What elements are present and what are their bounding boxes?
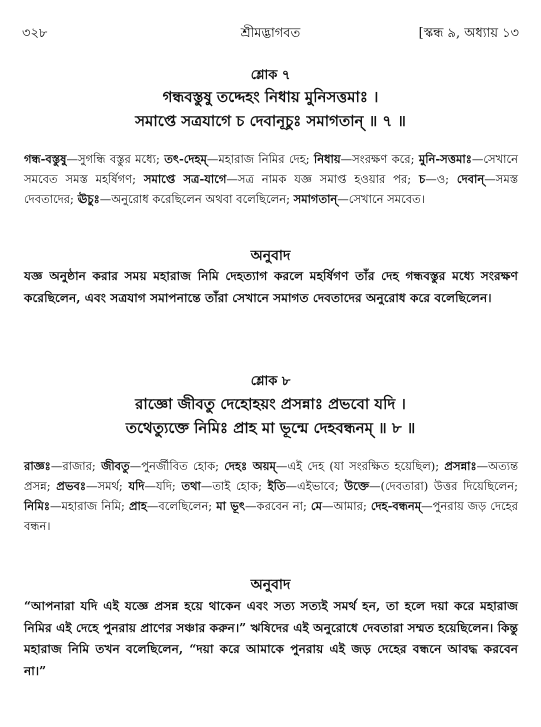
synonym-meaning: —অনুরোধ করেছিলেন অথবা বলেছিলেন;	[99, 192, 294, 206]
synonym-meaning: —অত্যন্ত প্রসন্ন;	[24, 459, 518, 493]
synonym-term: দেহঃ অয়ম্	[224, 459, 276, 473]
synonym-term: গন্ধ-বস্তুষু	[24, 152, 67, 166]
synonym-meaning: —আমার;	[321, 499, 371, 513]
verse-8-line-1: রাজ্ঞো জীবতু দেহোহয়ং প্রসন্নাঃ প্রভবো যদি ।	[135, 395, 406, 413]
synonym-term: তৎ-দেহম্	[164, 152, 207, 166]
synonym-meaning: —ও;	[425, 172, 457, 186]
synonym-meaning: —সেখানে সমবেত সমস্ত মহর্ষিগণ;	[24, 152, 518, 186]
synonym-term: প্রসন্নাঃ	[444, 459, 477, 473]
synonym-term: সমাপ্তে সত্র-যাগে	[143, 172, 227, 186]
synonym-term: রাজ্ঞঃ	[24, 459, 51, 473]
synonym-meaning: —মহারাজ নিমি;	[49, 499, 129, 513]
verse-7-synonyms	[24, 149, 518, 231]
synonym-meaning: —(দেবতারা) উত্তর দিয়েছিলেন;	[369, 479, 518, 493]
synonym-meaning: —সেখানে সমবেত।	[337, 192, 425, 206]
synonym-meaning: —রাজার;	[50, 459, 102, 473]
book-title: শ্রীমদ্ভাগবত	[240, 26, 301, 41]
synonym-meaning: —সংরক্ষণ করে;	[340, 152, 419, 166]
synonym-meaning: —পুনরায় জড় দেহের বন্ধন।	[24, 499, 518, 533]
synonym-term: প্রভবঃ	[56, 479, 86, 493]
verse-7-translation-heading: অনুবাদ	[250, 248, 291, 264]
synonym-term: জীবতু	[101, 459, 130, 473]
synonym-meaning: —যদি;	[144, 479, 182, 493]
verse-7-line-2: সমাপ্তে সত্রযাগে চ দেবানূচুঃ সমাগতান্ ॥ ৭ ॥	[135, 112, 406, 130]
verse-8-line-2: তথেত্যুক্তে নিমিঃ প্রাহ মা ভূন্মে দেহবন্ধনম্ ॥ ৮ ॥	[125, 419, 416, 437]
synonym-meaning: —এই দেহ (যা সংরক্ষিত হয়েছিল);	[275, 459, 445, 473]
synonym-term: নিমিঃ	[24, 499, 50, 513]
synonym-meaning: —সত্র নামক যজ্ঞ সমাপ্ত হওয়ার পর;	[226, 172, 419, 186]
verse-7-translation: যজ্ঞ অনুষ্ঠান করার সময় মহারাজ নিমি দেহত্যাগ করলে মহর্ষিগণ তাঁর দেহ গন্ধবস্তুর মধ্যে সংরক্ষণ করেছিলেন, এবং সত্রযাগ সমাপনান্তে তাঁরা সেখানে সমাগত দেবতাদের অনুরোধ করে বলেছিলেন।	[24, 269, 518, 305]
synonym-term: দেবান্	[456, 172, 485, 186]
synonym-meaning: —বলেছিলেন;	[146, 499, 217, 513]
synonym-term: চ	[419, 172, 426, 186]
page-number: ৩২৮	[22, 26, 48, 41]
synonym-meaning: —তাই হোক;	[200, 479, 268, 493]
verse-8-synonyms	[24, 456, 518, 560]
canto-chapter: [স্কন্ধ ৯, অধ্যায় ১৩	[418, 26, 519, 41]
verse-8-translation-heading: অনুবাদ	[250, 577, 291, 593]
page-header	[22, 24, 519, 42]
synonym-term: ঊচুঃ	[77, 192, 100, 206]
synonym-term: নিধায়	[313, 152, 341, 166]
synonym-term: সমাগতান্	[293, 192, 338, 206]
synonym-meaning: —সমস্ত দেবতাদের;	[24, 172, 518, 206]
verse-7-label: শ্লোক ৭	[250, 68, 291, 83]
synonym-meaning: —সুগন্ধি বস্তুর মধ্যে;	[66, 152, 165, 166]
synonym-term: মুনি-সত্তমাঃ	[418, 152, 472, 166]
synonym-term: দেহ-বন্ধনম্	[370, 499, 422, 513]
synonym-term: যদি	[128, 479, 145, 493]
synonym-term: ইতি	[267, 479, 286, 493]
synonym-term: উক্তে	[344, 479, 370, 493]
synonym-term: প্রাহ	[128, 499, 147, 513]
synonym-meaning: —মহারাজ নিমির দেহ;	[206, 152, 314, 166]
verse-7-line-1: গন্ধবস্তুষু তদ্দেহং নিধায় মুনিসত্তমাঃ ।	[162, 88, 379, 106]
synonym-term: তথা	[181, 479, 201, 493]
synonym-meaning: —করবেন না;	[245, 499, 311, 513]
synonym-term: মা ভূৎ	[216, 499, 246, 513]
verse-8-translation: “আপনারা যদি এই যজ্ঞে প্রসন্ন হয়ে থাকেন এবং সত্য সত্যই সমর্থ হন, তা হলে দয়া করে মহারাজ নিমির এই দেহে পুনরায় প্রাণের সঞ্চার করুন।” ঋষিদের এই অনুরোধে দেবতারা সম্মত হয়েছিলেন। কিন্তু মহারাজ নিমি তখন বলেছিলেন, “দয়া করে আমাকে পুনরায় এই জড় দেহের বন্ধনে আবদ্ধ করবেন না।”	[24, 599, 518, 678]
synonym-meaning: —এইভাবে;	[285, 479, 345, 493]
synonym-meaning: —সমর্থ;	[85, 479, 129, 493]
synonym-term: মে	[310, 499, 322, 513]
synonym-meaning: —পুনর্জীবিত হোক;	[129, 459, 225, 473]
verse-8-label: শ্লোক ৮	[250, 374, 291, 389]
